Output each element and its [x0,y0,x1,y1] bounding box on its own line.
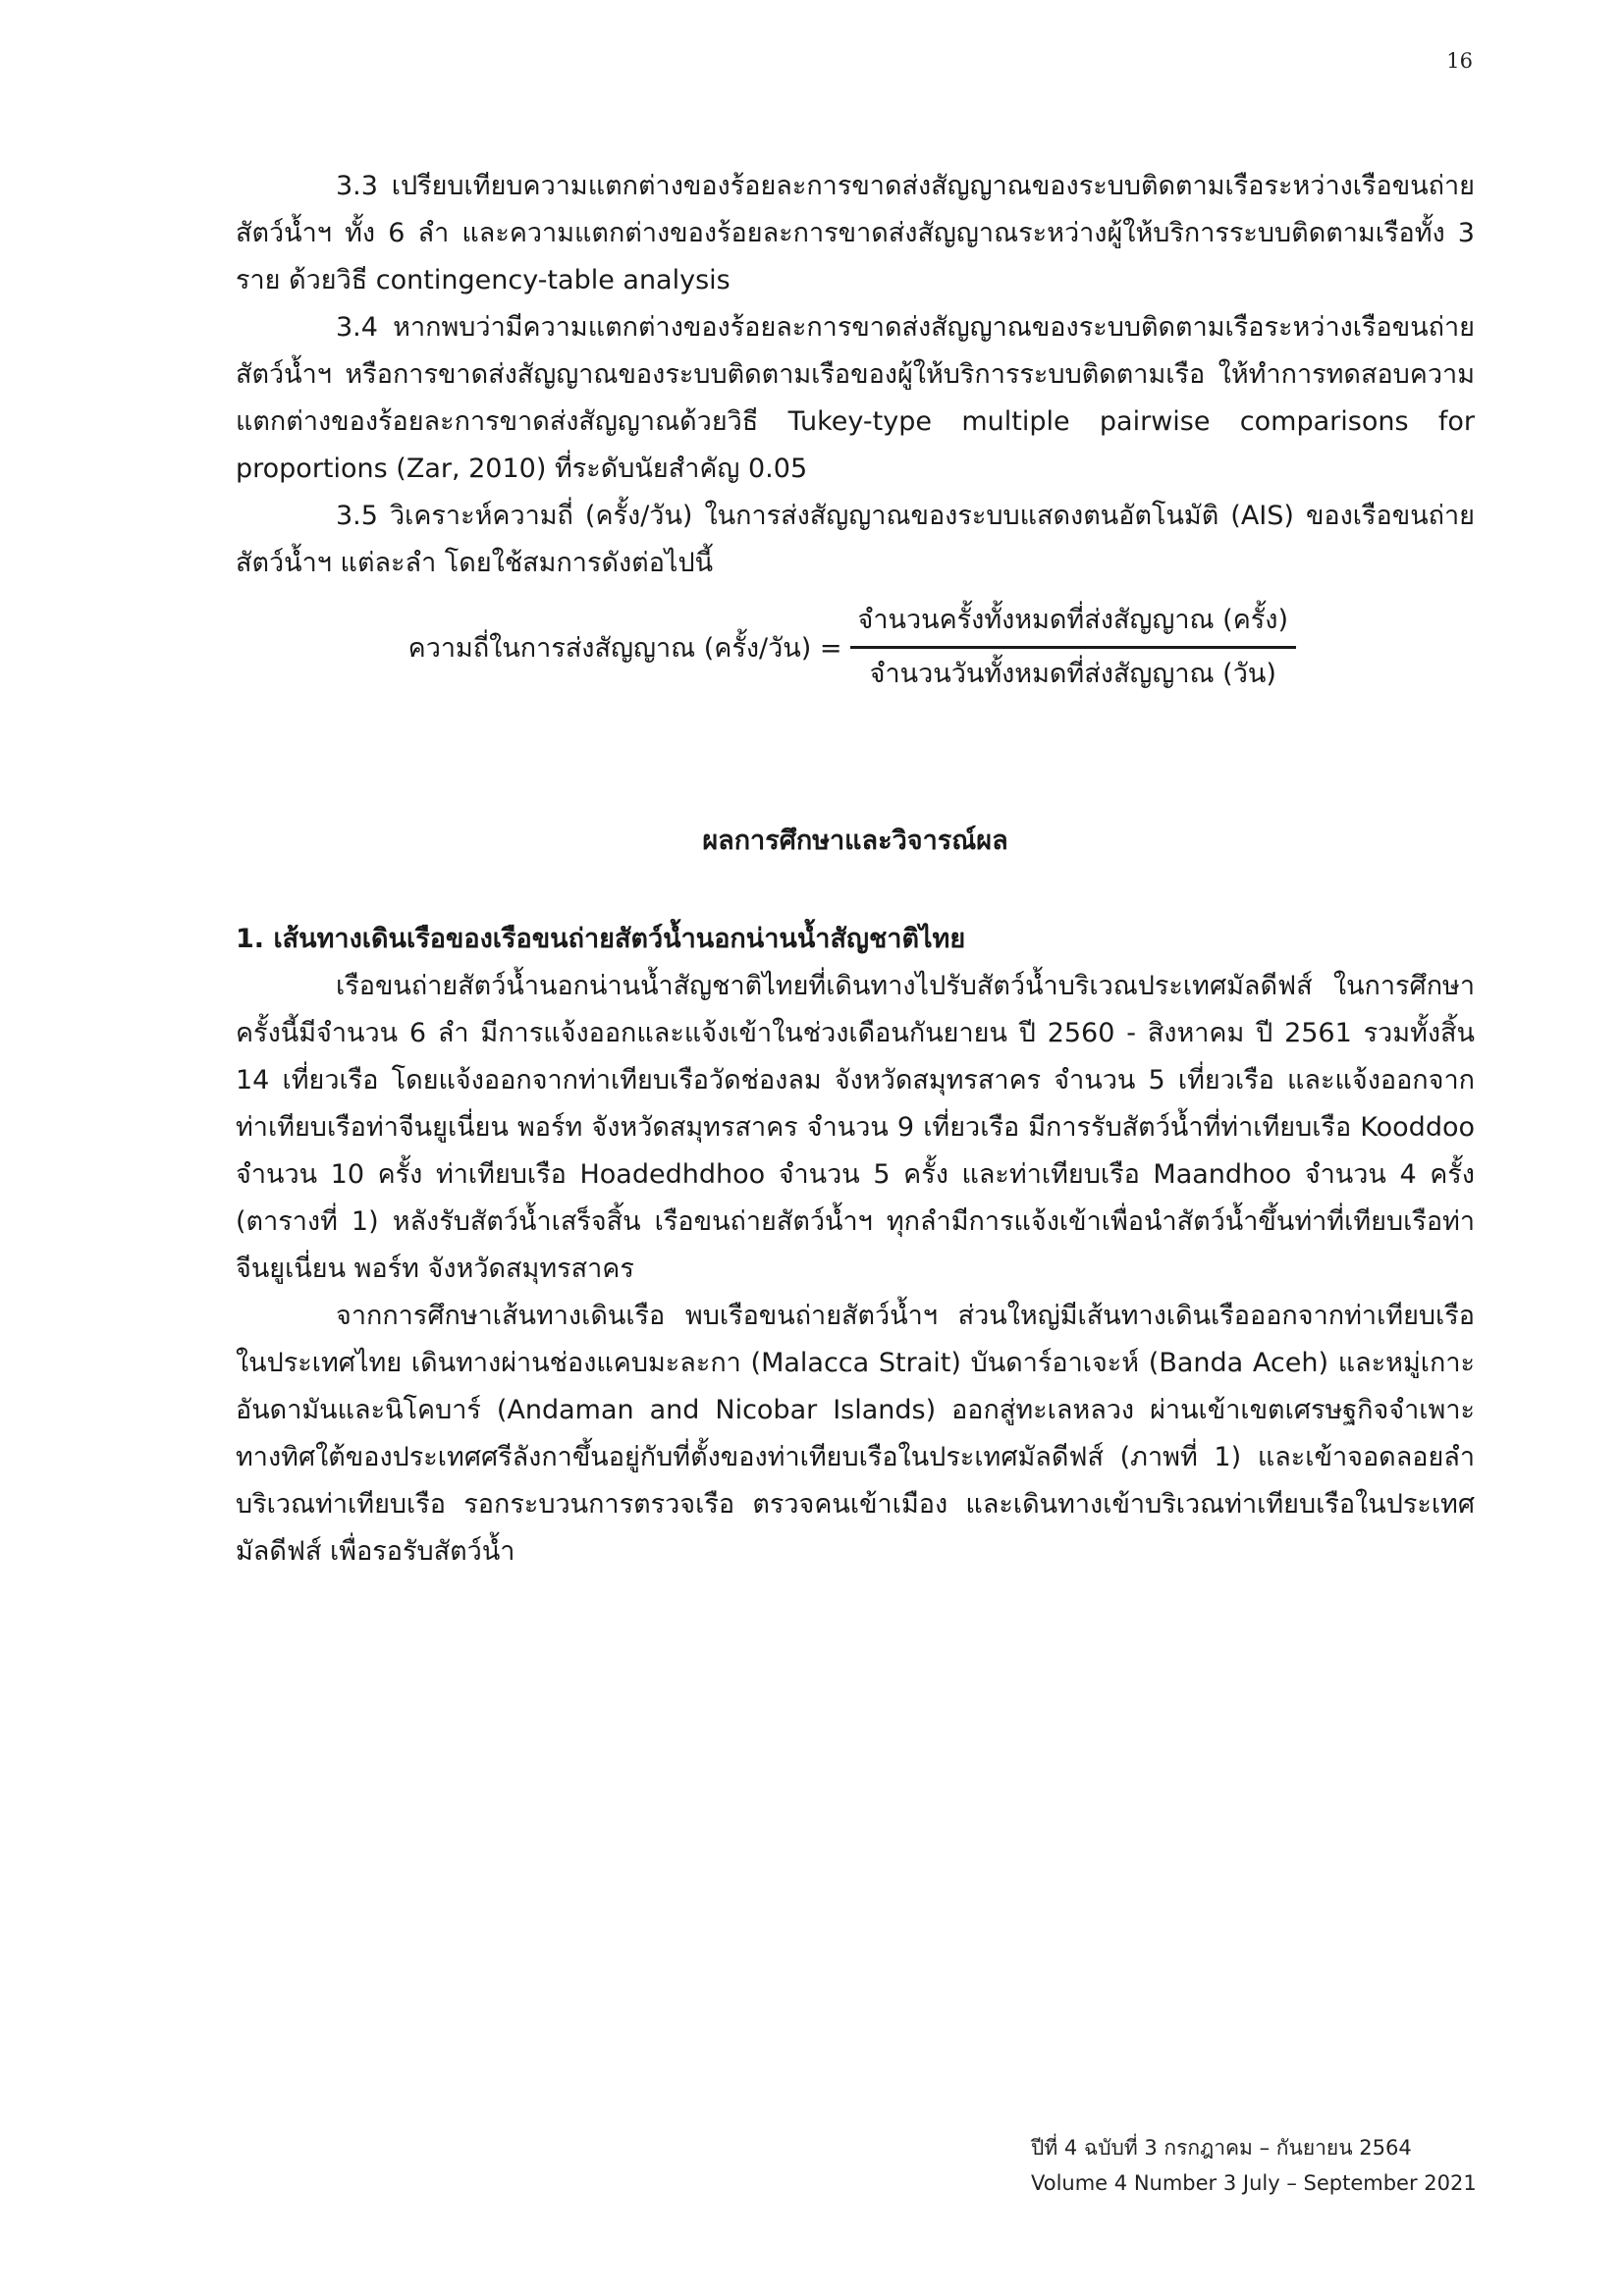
formula-lhs: ความถี่ในการส่งสัญญาณ (ครั้ง/วัน) = [407,633,842,664]
paragraph-3-3: 3.3 เปรียบเทียบความแตกต่างของร้อยละการขาดส่งสัญญาณของระบบติดตามเรือระหว่างเรือขนถ่ายสัตว์น้ำฯ ทั้ง 6 ลำ และความแตกต่างของร้อยละการขาดส่งสัญญาณระหว่างผู้ให้บริการระบบติดตามเรือทั้ง 3 ราย ด้วยวิธี contingency-table analysis [236,171,1475,295]
paragraph-results-1: เรือขนถ่ายสัตว์น้ำนอกน่านน้ำสัญชาติไทยที่เดินทางไปรับสัตว์น้ำบริเวณประเทศมัลดีฟส์ ในการศึกษาครั้งนี้มีจำนวน 6 ลำ มีการแจ้งออกและแจ้งเข้าในช่วงเดือนกันยายน ปี 2560 - สิงหาคม ปี 2561 รวมทั้งสิ้น 14 เที่ยวเรือ โดยแจ้งออกจากท่าเทียบเรือวัดช่องลม จังหวัดสมุทรสาคร จำนวน 5 เที่ยวเรือ และแจ้งออกจากท่าเทียบเรือท่าจีนยูเนี่ยน พอร์ท จังหวัดสมุทรสาคร จำนวน 9 เที่ยวเรือ มีการรับสัตว์น้ำที่ท่าเทียบเรือ Kooddoo จำนวน 10 ครั้ง ท่าเทียบเรือ Hoadedhdhoo จำนวน 5 ครั้ง และท่าเทียบเรือ Maandhoo จำนวน 4 ครั้ง (ตารางที่ 1) หลังรับสัตว์น้ำเสร็จสิ้น เรือขนถ่ายสัตว์น้ำฯ ทุกลำมีการแจ้งเข้าเพื่อนำสัตว์น้ำขึ้นท่าที่เทียบเรือท่าจีนยูเนี่ยน พอร์ท จังหวัดสมุทรสาคร [236,971,1475,1284]
footer-volume-english: Volume 4 Number 3 July – September 2021 [1031,2171,1477,2195]
formula-fraction [850,601,1296,694]
frequency-formula [236,601,1475,694]
footer [1031,2130,1477,2201]
paragraph-results-2: จากการศึกษาเส้นทางเดินเรือ พบเรือขนถ่ายสัตว์น้ำฯ ส่วนใหญ่มีเส้นทางเดินเรือออกจากท่าเทียบเรือในประเทศไทย เดินทางผ่านช่องแคบมะละกา (Malacca Strait) บันดาร์อาเจะห์ (Banda Aceh) และหมู่เกาะอันดามันและนิโคบาร์ (Andaman and Nicobar Islands) ออกสู่ทะเลหลวง ผ่านเข้าเขตเศรษฐกิจจำเพาะทางทิศใต้ของประเทศศรีลังกาขึ้นอยู่กับที่ตั้งของท่าเทียบเรือในประเทศมัลดีฟส์ (ภาพที่ 1) และเข้าจอดลอยลำบริเวณท่าเทียบเรือ รอกระบวนการตรวจเรือ ตรวจคนเข้าเมือง และเดินทางเข้าบริเวณท่าเทียบเรือในประเทศมัลดีฟส์ เพื่อรอรับสัตว์น้ำ [236,1301,1475,1567]
paragraph-3-5: 3.5 วิเคราะห์ความถี่ (ครั้ง/วัน) ในการส่งสัญญาณของระบบแสดงตนอัตโนมัติ (AIS) ของเรือขนถ่ายสัตว์น้ำฯ แต่ละลำ โดยใช้สมการดังต่อไปนี้ [236,501,1475,578]
formula-denominator: จำนวนวันทั้งหมดที่ส่งสัญญาณ (วัน) [869,659,1276,689]
footer-volume-thai: ปีที่ 4 ฉบับที่ 3 กรกฎาคม – กันยายน 2564 [1031,2136,1412,2160]
page-number: 16 [1446,49,1473,73]
paragraph-3-4: 3.4 หากพบว่ามีความแตกต่างของร้อยละการขาดส่งสัญญาณของระบบติดตามเรือระหว่างเรือขนถ่ายสัตว์น้ำฯ หรือการขาดส่งสัญญาณของระบบติดตามเรือของผู้ให้บริการระบบติดตามเรือ ให้ทำการทดสอบความแตกต่างของร้อยละการขาดส่งสัญญาณด้วยวิธี Tukey-type multiple pairwise comparisons for proportions (Zar, 2010) ที่ระดับนัยสำคัญ 0.05 [236,312,1475,484]
section-title: ผลการศึกษาและวิจารณ์ผล [702,826,1008,856]
formula-numerator: จำนวนครั้งทั้งหมดที่ส่งสัญญาณ (ครั้ง) [850,601,1296,649]
page-content [236,163,1475,1575]
subsection-title: 1. เส้นทางเดินเรือของเรือขนถ่ายสัตว์น้ำนอกน่านน้ำสัญชาติไทย [236,924,966,954]
